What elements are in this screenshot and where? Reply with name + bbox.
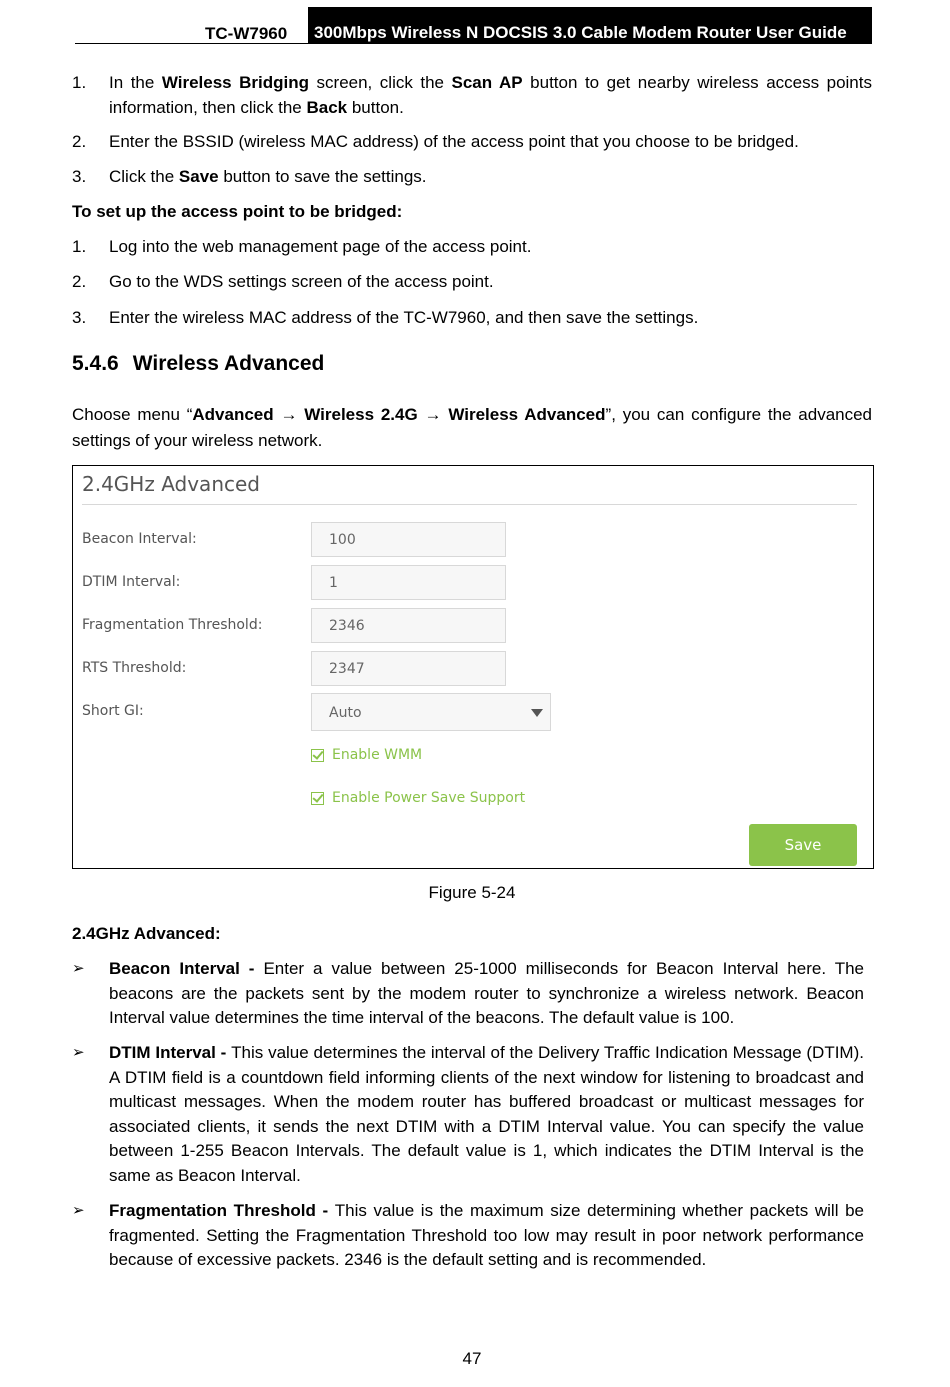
panel-divider — [82, 504, 857, 505]
page-number: 47 — [462, 1349, 482, 1368]
enable-wmm-checkbox[interactable] — [311, 747, 422, 763]
step-text: In the Wireless Bridging screen, click the Scan AP button to get nearby wireless access points information, then click the Back button. — [109, 73, 872, 117]
arrow-icon: → — [424, 405, 442, 424]
dtim-interval-input[interactable]: 1 — [311, 565, 506, 600]
short-gi-value: Auto — [329, 705, 362, 721]
step-text: Go to the WDS settings screen of the access point. — [109, 272, 494, 291]
step-number: 2. — [72, 272, 87, 291]
rts-threshold-label: RTS Threshold: — [82, 660, 187, 676]
beacon-interval-input[interactable]: 100 — [311, 522, 506, 557]
header-model: TC-W7960 — [205, 24, 288, 43]
bullet-arrow-icon: ➢ — [72, 960, 85, 977]
advanced-settings-figure — [72, 465, 874, 869]
checkbox-checked-icon — [311, 749, 324, 762]
bullet-fragmentation-threshold: Fragmentation Threshold - This value is the maximum size determining whether packets will be fragmented. Setting the Fragmentation Threshold too low may result in poor network performance because of excessive packets. 2346 is the default setting and is recommended. — [109, 1201, 865, 1269]
arrow-icon: → — [280, 405, 298, 424]
header-rule — [75, 43, 872, 44]
save-button[interactable]: Save — [749, 824, 857, 866]
section-title: 5.4.6 Wireless Advanced — [72, 352, 325, 375]
beacon-interval-label: Beacon Interval: — [82, 531, 197, 547]
step-number: 1. — [72, 237, 87, 256]
enable-power-save-label: Enable Power Save Support — [332, 790, 526, 806]
step-text: Click the Save button to save the settings. — [109, 167, 427, 186]
bullet-arrow-icon: ➢ — [72, 1044, 85, 1061]
subheading: 2.4GHz Advanced: — [72, 924, 221, 943]
figure-caption: Figure 5-24 — [428, 883, 516, 902]
bullet-dtim-interval: DTIM Interval - This value determines the interval of the Delivery Traffic Indication Message (DTIM). A DTIM field is a countdown field informing clients of the next window for listening to broadcast and multicast messages. When the modem router has buffered broadcast or multicast messages for associated clients, it sends the next DTIM with a DTIM Interval value. You can specify the value between 1-255 Beacon Intervals. The default value is 1, which indicates the DTIM Interval is the same as Beacon Interval. — [109, 1043, 864, 1185]
fragmentation-threshold-input[interactable]: 2346 — [311, 608, 506, 643]
checkbox-checked-icon — [311, 792, 324, 805]
short-gi-select[interactable] — [311, 693, 551, 731]
header-title: 300Mbps Wireless N DOCSIS 3.0 Cable Modem Router User Guide — [308, 7, 872, 44]
bullet-beacon-interval: Beacon Interval - Enter a value between 25-1000 milliseconds for Beacon Interval here. The beacons are the packets sent by the modem router to synchronize a wireless network. Beacon Interval value determines the time interval of the beacons. The default value is 100. — [109, 959, 865, 1027]
bullet-arrow-icon: ➢ — [72, 1202, 85, 1219]
ap-heading: To set up the access point to be bridged: — [72, 202, 403, 221]
step-number: 3. — [72, 167, 87, 186]
dtim-interval-label: DTIM Interval: — [82, 574, 181, 590]
panel-title: 2.4GHz Advanced — [82, 472, 260, 496]
step-number: 1. — [72, 73, 87, 92]
rts-threshold-input[interactable]: 2347 — [311, 651, 506, 686]
step-text: Log into the web management page of the access point. — [109, 237, 532, 256]
chevron-down-icon — [531, 709, 543, 717]
fragmentation-threshold-label: Fragmentation Threshold: — [82, 617, 263, 633]
short-gi-label: Short GI: — [82, 703, 144, 719]
step-text: Enter the wireless MAC address of the TC-W7960, and then save the settings. — [109, 308, 699, 327]
step-text: Enter the BSSID (wireless MAC address) of the access point that you choose to be bridged. — [109, 132, 799, 151]
intro-paragraph: Choose menu “Advanced → Wireless 2.4G → Wireless Advanced”, you can configure the advanced settings of your wireless network. — [72, 405, 873, 450]
enable-power-save-checkbox[interactable] — [311, 790, 525, 806]
step-number: 2. — [72, 132, 87, 151]
step-number: 3. — [72, 308, 87, 327]
enable-wmm-label: Enable WMM — [332, 747, 423, 763]
